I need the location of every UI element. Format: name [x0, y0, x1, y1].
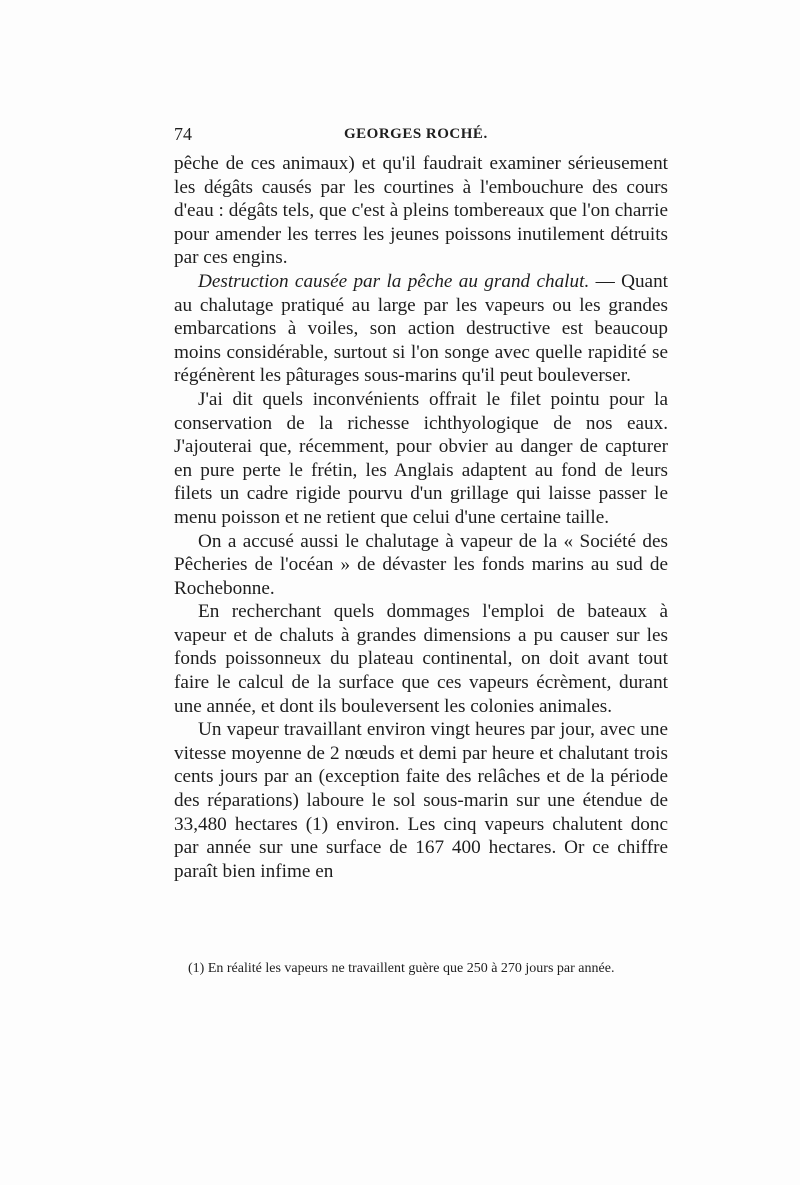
- paragraph: On a accusé aussi le chalutage à vapeur de la « Société des Pêcheries de l'océan » de dévaster les fonds marins au sud de Rochebonne.: [174, 530, 668, 599]
- running-head: GEORGES ROCHÉ.: [344, 126, 488, 142]
- paragraph: pêche de ces animaux) et qu'il faudrait examiner sérieusement les dégâts causés par les courtines à l'embouchure des cours d'eau : dégâts tels, que c'est à pleins tombereaux que l'on charrie pour amender les terres les jeunes poissons inutilement détruits par ces engins.: [174, 153, 668, 269]
- paragraph: Destruction causée par la pêche au grand chalut. — Quant au chalutage pratiqué au large par les vapeurs ou les grandes embarcations à voiles, son action destructive est beaucoup moins considérable, surtout si l'on songe avec quelle rapidité se régénèrent les pâturages sous-marins qu'il peut bouleverser.: [174, 270, 668, 387]
- paragraph: Un vapeur travaillant environ vingt heures par jour, avec une vitesse moyenne de 2 nœuds et demi par heure et chalutant trois cents jours par an (exception faite des relâches et de la période des réparations) laboure le sol sous-marin sur une étendue de 33,480 hectares (1) environ. Les cinq vapeurs chalutent donc par année sur une surface de 167 400 hectares. Or ce chiffre paraît bien infime en: [174, 719, 668, 882]
- section-heading: Destruction causée par la pêche au grand chalut.: [198, 270, 590, 292]
- body-text: [174, 152, 668, 883]
- page-number: 74: [174, 124, 192, 144]
- paragraph: En recherchant quels dommages l'emploi de bateaux à vapeur et de chaluts à grandes dimensions a pu causer sur les fonds poissonneux du plateau continental, on doit avant tout faire le calcul de la surface que ces vapeurs écrèment, durant une année, et dont ils bouleversent les colonies animales.: [174, 601, 668, 717]
- paragraph: J'ai dit quels inconvénients offrait le filet pointu pour la conservation de la richesse ichthyologique de nos eaux. J'ajouterai que, récemment, pour obvier au danger de capturer en pure perte le frétin, les Anglais adaptent au fond de leurs filets un cadre rigide pourvu d'un grillage qui laisse passer le menu poisson et ne retient que celui d'une certaine taille.: [174, 388, 668, 528]
- page-header: [174, 124, 668, 148]
- footnote: (1) En réalité les vapeurs ne travaillent guère que 250 à 270 jours par année.: [188, 961, 615, 976]
